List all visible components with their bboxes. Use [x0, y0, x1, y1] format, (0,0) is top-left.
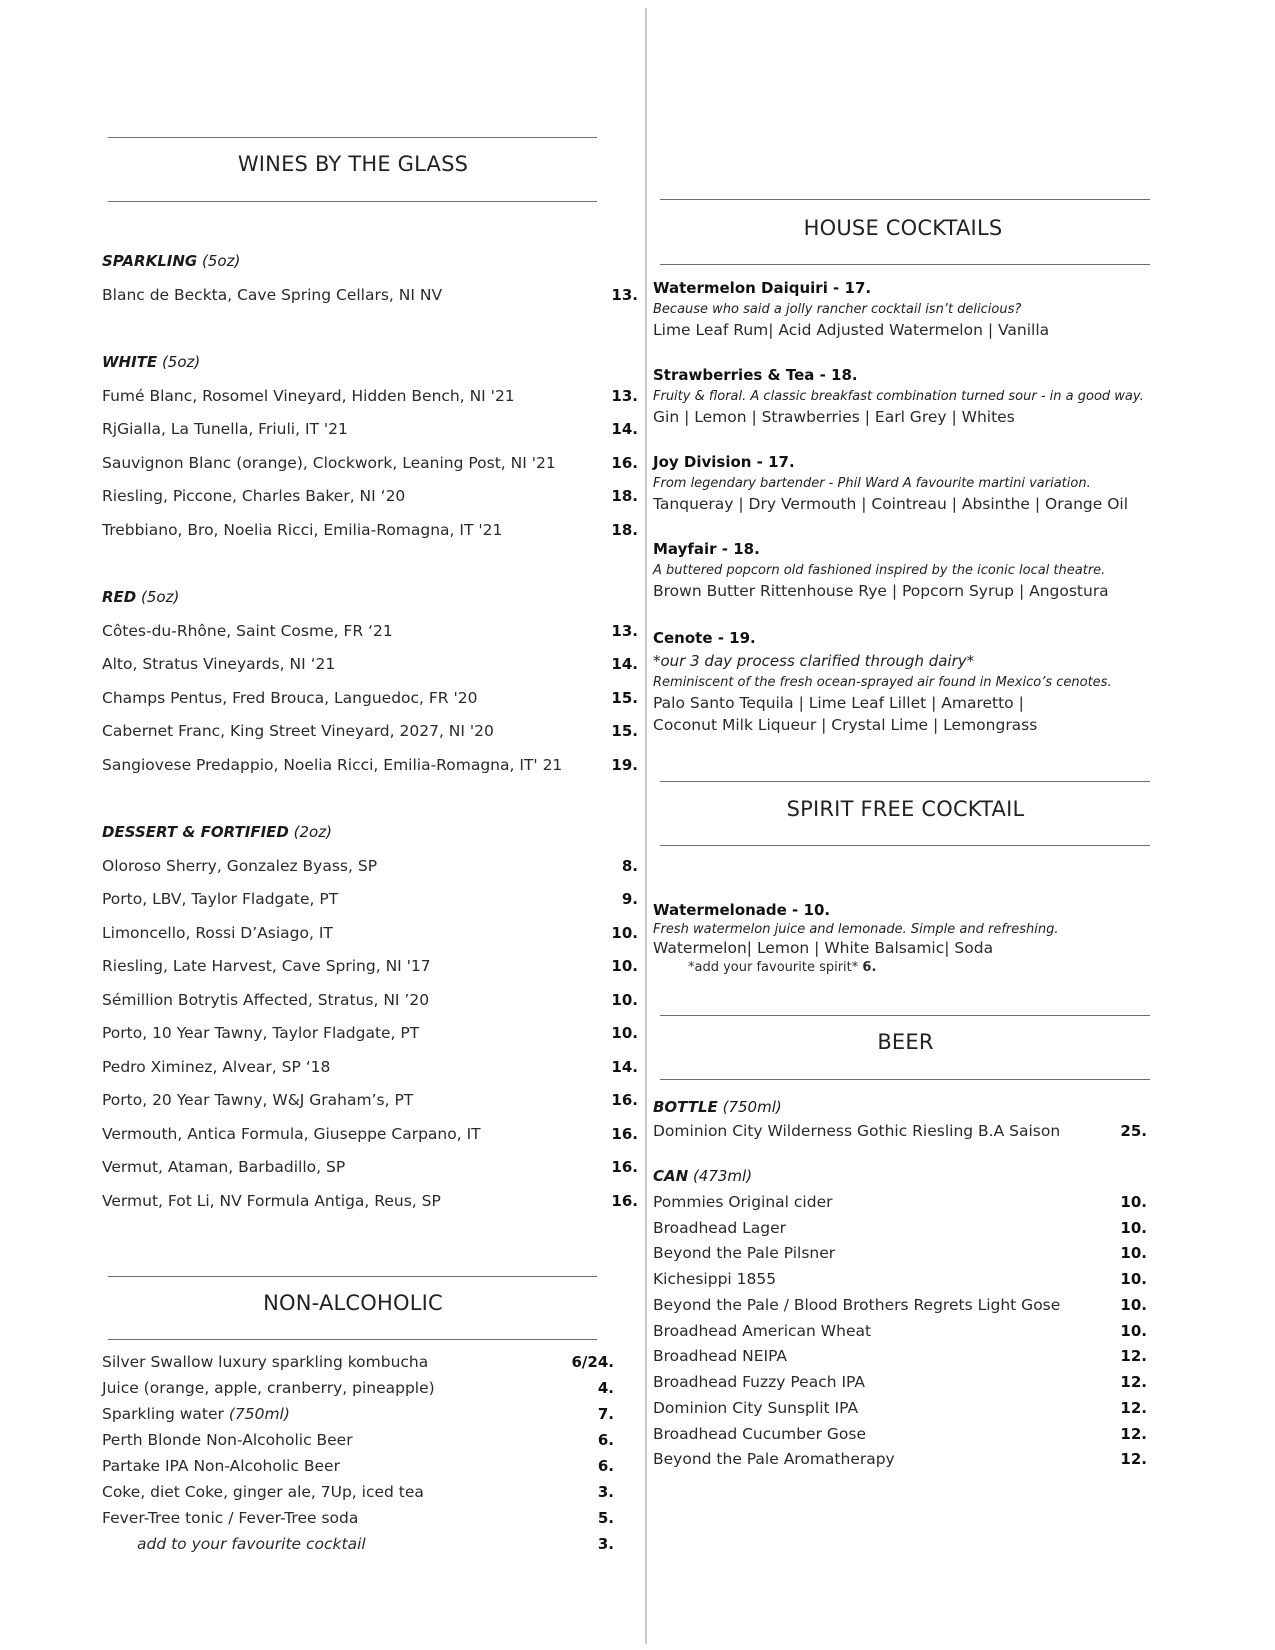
cocktail-note: *our 3 day process clarified through dairy* — [653, 652, 975, 670]
category-can: CAN (473ml) — [653, 1167, 753, 1185]
wine-item: Riesling, Late Harvest, Cave Spring, NI '17 10. — [102, 957, 638, 975]
nonalc-bottom-rule — [108, 1339, 597, 1340]
cocktail-title: Watermelonade - 10. — [653, 901, 831, 919]
nonalc-item: Fever-Tree tonic / Fever-Tree soda 5. — [102, 1509, 614, 1527]
spirit-free-top-rule — [660, 781, 1150, 782]
beer-top-rule — [660, 1015, 1150, 1016]
wine-item: RjGialla, La Tunella, Friuli, IT '21 14. — [102, 420, 638, 438]
wine-item: Alto, Stratus Vineyards, NI ‘21 14. — [102, 655, 638, 673]
cocktails-bottom-rule — [660, 264, 1150, 265]
beer-item: Dominion City Sunsplit IPA 12. — [653, 1399, 1147, 1417]
wine-item: Oloroso Sherry, Gonzalez Byass, SP 8. — [102, 857, 638, 875]
cocktail-ingredients: Tanqueray | Dry Vermouth | Cointreau | Absinthe | Orange Oil — [653, 495, 1129, 513]
wine-item: Blanc de Beckta, Cave Spring Cellars, NI NV 13. — [102, 286, 638, 304]
beer-item: Broadhead Fuzzy Peach IPA 12. — [653, 1373, 1147, 1391]
wine-item: Porto, 10 Year Tawny, Taylor Fladgate, PT 10. — [102, 1024, 638, 1042]
wine-item: Fumé Blanc, Rosomel Vineyard, Hidden Bench, NI '21 13. — [102, 387, 638, 405]
cocktail-desc: Reminiscent of the fresh ocean-sprayed air found in Mexico’s cenotes. — [653, 675, 1112, 690]
cocktail-desc: Because who said a jolly rancher cocktail isn’t delicious? — [653, 302, 1022, 317]
cocktail-title: Mayfair - 18. — [653, 540, 760, 558]
wine-item: Vermut, Fot Li, NV Formula Antiga, Reus, SP 16. — [102, 1192, 638, 1210]
spirit-free-title: SPIRIT FREE COCKTAIL — [786, 797, 1025, 821]
cocktail-title: Cenote - 19. — [653, 629, 756, 647]
cocktail-desc: A buttered popcorn old fashioned inspired by the iconic local theatre. — [653, 563, 1106, 578]
cocktail-desc: Fresh watermelon juice and lemonade. Simple and refreshing. — [653, 922, 1059, 937]
cocktail-ingredients-cont: Coconut Milk Liqueur | Crystal Lime | Lemongrass — [653, 716, 1038, 734]
nonalc-title: NON-ALCOHOLIC — [263, 1291, 443, 1315]
beer-item: Broadhead American Wheat 10. — [653, 1322, 1147, 1340]
wine-item: Côtes-du-Rhône, Saint Cosme, FR ‘21 13. — [102, 622, 638, 640]
category-red: RED (5oz) — [102, 588, 180, 606]
spirit-addon: *add your favourite spirit* 6. — [688, 960, 877, 975]
beer-title: BEER — [877, 1030, 934, 1054]
nonalc-item: Juice (orange, apple, cranberry, pineapple) 4. — [102, 1379, 614, 1397]
wine-item: Trebbiano, Bro, Noelia Ricci, Emilia-Romagna, IT '21 18. — [102, 521, 638, 539]
wine-item: Limoncello, Rossi D’Asiago, IT 10. — [102, 924, 638, 942]
cocktail-title: Strawberries & Tea - 18. — [653, 366, 858, 384]
wine-item: Cabernet Franc, King Street Vineyard, 2027, NI '20 15. — [102, 722, 638, 740]
cocktail-desc: Fruity & floral. A classic breakfast combination turned sour - in a good way. — [653, 389, 1144, 404]
nonalc-top-rule — [108, 1276, 597, 1277]
cocktail-ingredients: Palo Santo Tequila | Lime Leaf Lillet | Amaretto | — [653, 694, 1024, 712]
beer-item: Kichesippi 1855 10. — [653, 1270, 1147, 1288]
wine-item: Champs Pentus, Fred Brouca, Languedoc, FR '20 15. — [102, 689, 638, 707]
wine-item: Vermut, Ataman, Barbadillo, SP 16. — [102, 1158, 638, 1176]
wine-item: Porto, 20 Year Tawny, W&J Graham’s, PT 16. — [102, 1091, 638, 1109]
wine-item: Pedro Ximinez, Alvear, SP ‘18 14. — [102, 1058, 638, 1076]
spirit-free-bottom-rule — [660, 845, 1150, 846]
column-divider — [645, 8, 647, 1644]
beer-item: Beyond the Pale Pilsner 10. — [653, 1244, 1147, 1262]
wine-item: Riesling, Piccone, Charles Baker, NI ‘20 18. — [102, 487, 638, 505]
category-sparkling: SPARKLING (5oz) — [102, 252, 241, 270]
beer-item: Broadhead Lager 10. — [653, 1219, 1147, 1237]
cocktail-ingredients: Lime Leaf Rum| Acid Adjusted Watermelon | Vanilla — [653, 321, 1050, 339]
wine-item: Porto, LBV, Taylor Fladgate, PT 9. — [102, 890, 638, 908]
nonalc-item: Coke, diet Coke, ginger ale, 7Up, iced tea 3. — [102, 1483, 614, 1501]
beer-item: Beyond the Pale Aromatherapy 12. — [653, 1450, 1147, 1468]
category-white: WHITE (5oz) — [102, 353, 201, 371]
wine-item: Sangiovese Predappio, Noelia Ricci, Emilia-Romagna, IT' 21 19. — [102, 756, 638, 774]
cocktail-ingredients: Gin | Lemon | Strawberries | Earl Grey | Whites — [653, 408, 1015, 426]
beer-item: Beyond the Pale / Blood Brothers Regrets Light Gose 10. — [653, 1296, 1147, 1314]
beer-bottom-rule — [660, 1079, 1150, 1080]
beer-item: Pommies Original cider 10. — [653, 1193, 1147, 1211]
wine-item: Vermouth, Antica Formula, Giuseppe Carpano, IT 16. — [102, 1125, 638, 1143]
nonalc-item: Perth Blonde Non-Alcoholic Beer 6. — [102, 1431, 614, 1449]
cocktails-top-rule — [660, 199, 1150, 200]
cocktail-ingredients: Watermelon| Lemon | White Balsamic| Soda — [653, 939, 994, 957]
beer-item: Broadhead NEIPA 12. — [653, 1347, 1147, 1365]
cocktail-ingredients: Brown Butter Rittenhouse Rye | Popcorn Syrup | Angostura — [653, 582, 1109, 600]
cocktail-desc: From legendary bartender - Phil Ward A favourite martini variation. — [653, 476, 1091, 491]
wine-item: Sémillion Botrytis Affected, Stratus, NI ’20 10. — [102, 991, 638, 1009]
beer-item: Broadhead Cucumber Gose 12. — [653, 1425, 1147, 1443]
cocktails-title: HOUSE COCKTAILS — [803, 216, 1003, 240]
nonalc-item: Sparkling water (750ml) 7. — [102, 1405, 614, 1423]
category-bottle: BOTTLE (750ml) — [653, 1098, 782, 1116]
wine-item: Sauvignon Blanc (orange), Clockwork, Leaning Post, NI '21 16. — [102, 454, 638, 472]
nonalc-item: Partake IPA Non-Alcoholic Beer 6. — [102, 1457, 614, 1475]
wines-title: WINES BY THE GLASS — [237, 152, 469, 176]
cocktail-title: Watermelon Daiquiri - 17. — [653, 279, 872, 297]
category-dessert: DESSERT & FORTIFIED (2oz) — [102, 823, 332, 841]
beer-item: Dominion City Wilderness Gothic Riesling B.A Saison 25. — [653, 1122, 1147, 1140]
nonalc-addon: add to your favourite cocktail 3. — [137, 1535, 614, 1553]
wines-bottom-rule — [108, 201, 597, 202]
nonalc-item: Silver Swallow luxury sparkling kombucha 6/24. — [102, 1353, 614, 1371]
wines-top-rule — [108, 137, 597, 138]
cocktail-title: Joy Division - 17. — [653, 453, 795, 471]
